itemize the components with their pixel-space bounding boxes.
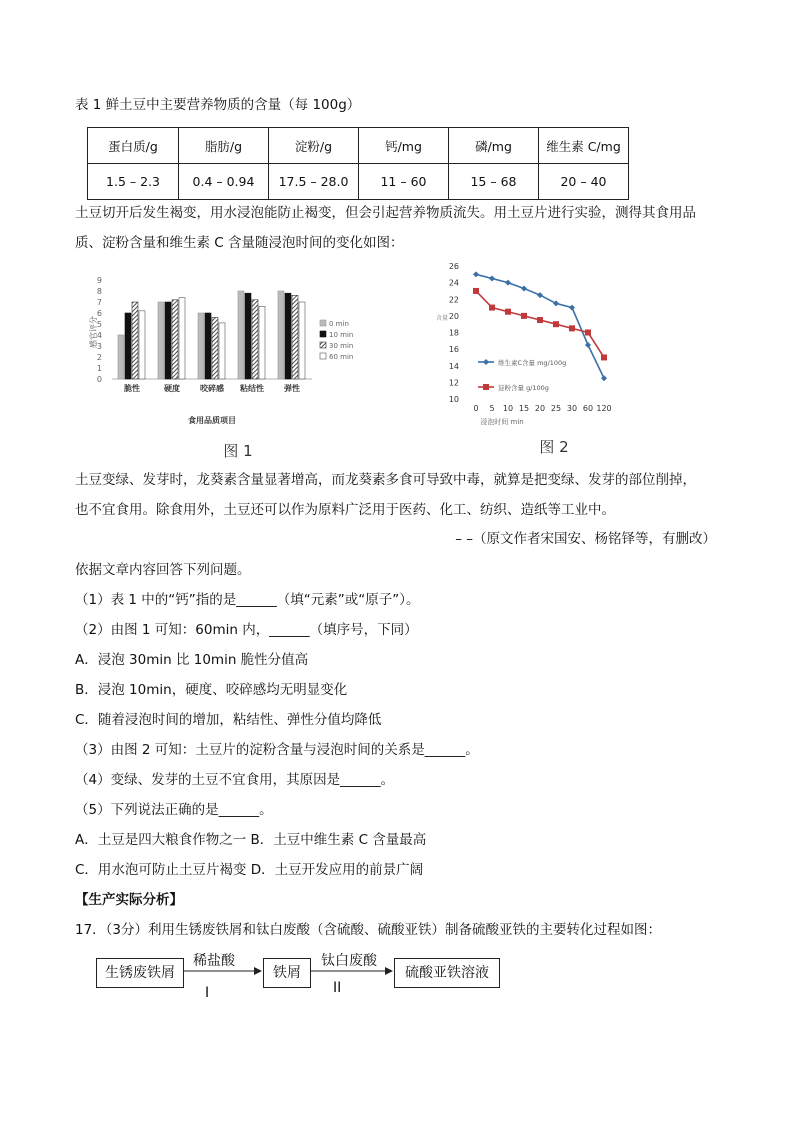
data-point: [489, 275, 495, 281]
bar: [245, 293, 251, 379]
x-tick-label: 咬碎感: [200, 384, 224, 393]
bar: [212, 317, 218, 379]
flow-step-1: I: [205, 985, 210, 1001]
y-axis-label: 含量: [436, 315, 449, 322]
data-point: [601, 354, 607, 360]
bar: [125, 313, 131, 379]
question-3: （3）由图 2 可知：土豆片的淀粉含量与浸泡时间的关系是______。: [75, 742, 479, 758]
source-attribution: – –（原文作者宋国安、杨铭铎等，有删改）: [455, 531, 716, 547]
data-point: [489, 305, 495, 311]
table-cell: 15 – 68: [449, 164, 539, 200]
data-point: [537, 292, 543, 298]
nutrient-table: [87, 127, 629, 200]
table-header-cell: 钙/mg: [359, 128, 449, 164]
legend-swatch: [320, 342, 326, 348]
bar: [278, 291, 284, 379]
data-point: [473, 288, 479, 294]
data-point: [569, 325, 575, 331]
paragraph-line: 土豆切开后发生褐变，用水浸泡能防止褐变，但会引起营养物质流失。用土豆片进行实验，测得其食用品: [75, 205, 696, 221]
table-header-cell: 蛋白质/g: [88, 128, 179, 164]
y-tick-label: 12: [448, 378, 459, 388]
x-tick-label: 硬度: [164, 384, 180, 393]
legend-label: 10 min: [329, 331, 354, 339]
question-5: （5）下列说法正确的是______。: [75, 802, 273, 818]
table-header-cell: 脂肪/g: [179, 128, 269, 164]
flow-reagent-1: 稀盐酸: [193, 953, 235, 969]
y-tick-label: 6: [96, 309, 102, 318]
data-point: [585, 330, 591, 336]
legend-label: 维生素C含量 mg/100g: [498, 359, 567, 367]
x-tick-label: 15: [518, 404, 530, 413]
legend-swatch: [320, 320, 326, 326]
x-tick-label: 脆性: [124, 384, 140, 393]
legend-swatch: [320, 331, 326, 337]
table-cell: 1.5 – 2.3: [88, 164, 179, 200]
x-tick-label: 20: [534, 404, 546, 413]
bar: [259, 306, 265, 379]
x-tick-label: 0: [473, 404, 479, 413]
question-intro: 依据文章内容回答下列问题。: [75, 562, 251, 578]
paragraph-line: 土豆变绿、发芽时，龙葵素含量显著增高，而龙葵素多食可导致中毒，就算是把变绿、发芽的部位削掉，: [75, 472, 696, 488]
paragraph-line: 也不宜食用。除食用外，土豆还可以作为原料广泛用于医药、化工、纺织、造纸等工业中。: [75, 502, 615, 518]
data-point: [601, 375, 607, 381]
series-line: [476, 291, 604, 358]
data-point: [585, 342, 591, 348]
legend-swatch: [320, 353, 326, 359]
bar: [198, 313, 204, 379]
flow-box-iron: 铁屑: [263, 958, 311, 988]
figure-1-bar-chart: [88, 262, 388, 462]
bar: [172, 300, 178, 379]
data-point: [569, 305, 575, 311]
bar: [252, 300, 258, 379]
y-tick-label: 10: [448, 395, 459, 404]
flow-reagent-2: 钛白废酸: [321, 953, 377, 969]
bar: [118, 335, 124, 379]
table-header-row: [88, 128, 629, 164]
bar: [238, 291, 244, 379]
x-tick-label: 弹性: [284, 384, 300, 393]
arrow-right-icon: [311, 965, 393, 977]
question-2-option-a: A．浸泡 30min 比 10min 脆性分值高: [75, 652, 309, 668]
y-tick-label: 4: [96, 331, 102, 340]
y-tick-label: 3: [96, 342, 102, 351]
question-2: （2）由图 1 可知：60min 内，______（填序号，下同）: [75, 622, 418, 638]
legend-marker: [483, 384, 489, 390]
table-cell: 20 – 40: [539, 164, 629, 200]
y-tick-label: 1: [96, 364, 102, 373]
flow-box-rusty-iron: 生锈废铁屑: [96, 958, 184, 988]
question-1: （1）表 1 中的“钙”指的是______（填“元素”或“原子”）。: [75, 592, 420, 608]
y-tick-label: 22: [448, 295, 459, 305]
y-tick-label: 9: [96, 276, 102, 285]
y-tick-label: 5: [96, 320, 102, 329]
question-5-options-ab: A．土豆是四大粮食作物之一 B．土豆中维生素 C 含量最高: [75, 832, 427, 848]
paragraph-line: 质、淀粉含量和维生素 C 含量随浸泡时间的变化如图：: [75, 235, 404, 251]
bar: [299, 302, 305, 379]
x-tick-label: 120: [596, 404, 612, 413]
y-tick-label: 7: [96, 298, 102, 307]
y-tick-label: 8: [96, 287, 102, 296]
x-axis-label: 浸泡时间 min: [480, 418, 524, 426]
figure-2-line-chart: [430, 258, 630, 458]
x-tick-label: 30: [566, 404, 578, 413]
data-point: [505, 309, 511, 315]
bar: [139, 311, 145, 379]
y-tick-label: 26: [448, 262, 459, 271]
question-2-option-c: C．随着浸泡时间的增加，粘结性、弹性分值均降低: [75, 712, 382, 728]
legend-marker: [483, 359, 489, 365]
data-point: [537, 317, 543, 323]
data-point: [505, 280, 511, 286]
bar: [292, 295, 298, 379]
x-tick-label: 5: [489, 404, 495, 413]
y-tick-label: 14: [448, 361, 459, 371]
bar: [165, 302, 171, 379]
x-tick-label: 粘结性: [240, 384, 264, 393]
data-point: [521, 285, 527, 291]
legend-label: 淀粉含量 g/100g: [498, 384, 549, 392]
table-header-cell: 淀粉/g: [269, 128, 359, 164]
table-row: [88, 164, 629, 200]
question-5-options-cd: C．用水泡可防止土豆片褐变 D．土豆开发应用的前景广阔: [75, 862, 424, 878]
y-axis-label: 感官评分: [89, 316, 98, 348]
x-tick-label: 25: [550, 404, 562, 413]
figure-1-caption: 图 1: [223, 442, 253, 460]
y-tick-label: 20: [448, 311, 459, 321]
arrow-right-icon: [184, 965, 262, 977]
legend-label: 60 min: [329, 353, 354, 361]
x-tick-label: 10: [502, 404, 514, 413]
table-cell: 17.5 – 28.0: [269, 164, 359, 200]
data-point: [521, 313, 527, 319]
bar: [285, 293, 291, 379]
y-tick-label: 2: [96, 353, 102, 362]
table-header-cell: 磷/mg: [449, 128, 539, 164]
table-header-cell: 维生素 C/mg: [539, 128, 629, 164]
data-point: [553, 300, 559, 306]
table-cell: 0.4 – 0.94: [179, 164, 269, 200]
flow-step-2: II: [333, 980, 342, 996]
bar: [219, 323, 225, 379]
bar: [205, 313, 211, 379]
y-tick-label: 24: [448, 278, 459, 288]
y-tick-label: 16: [448, 345, 459, 355]
question-17: 17．（3分）利用生锈废铁屑和钛白废酸（含硫酸、硫酸亚铁）制备硫酸亚铁的主要转化过程如图：: [75, 922, 662, 938]
x-axis-label: 食用品质项目: [188, 416, 236, 425]
figure-2-caption: 图 2: [539, 438, 569, 456]
bar: [179, 298, 185, 379]
legend-label: 0 min: [329, 320, 349, 328]
section-title: 【生产实际分析】: [75, 892, 183, 908]
legend-label: 30 min: [329, 342, 354, 350]
question-2-option-b: B．浸泡 10min，硬度、咬碎感均无明显变化: [75, 682, 348, 698]
y-tick-label: 0: [96, 375, 102, 384]
data-point: [553, 321, 559, 327]
y-tick-label: 18: [448, 328, 459, 338]
x-tick-label: 60: [582, 404, 594, 413]
table-caption: 表 1 鲜土豆中主要营养物质的含量（每 100g）: [75, 97, 361, 113]
flow-box-ferrous-sulfate: 硫酸亚铁溶液: [394, 958, 500, 988]
bar: [158, 302, 164, 379]
data-point: [473, 271, 479, 277]
table-cell: 11 – 60: [359, 164, 449, 200]
bar: [132, 302, 138, 379]
question-4: （4）变绿、发芽的土豆不宜食用，其原因是______。: [75, 772, 395, 788]
